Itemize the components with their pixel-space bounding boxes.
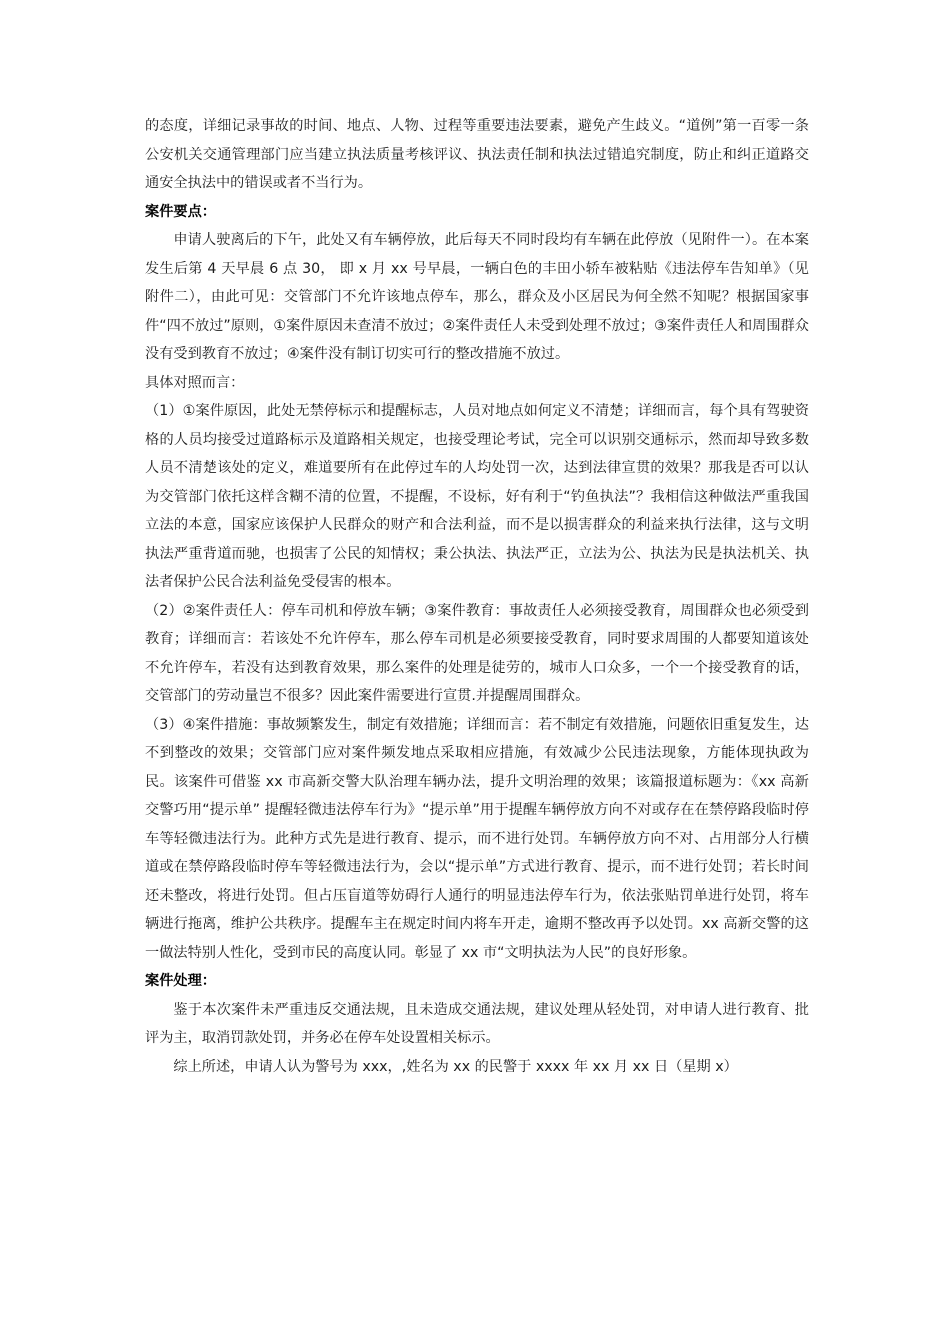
paragraph-handling: 鉴于本次案件未严重违反交通法规，且未造成交通法规，建议处理从轻处罚，对申请人进行教育、批评为主，取消罚款处罚，并务必在停车处设置相关标示。 xyxy=(145,1001,809,1046)
list-item-3: （3）④案件措施：事故频繁发生，制定有效措施；详细而言：若不制定有效措施，问题依旧重复发生，达不到整改的效果；交管部门应对案件频发地点采取相应措施，有效减少公民违法现象，方能体现执政为民。该案件可借鉴 xx 市高新交警大队治理车辆办法，提升文明治理的效果；该篇报道标题为：《xx 高新交警巧用“提示单” 提醒轻微违法停车行为》“提示单”用于提醒车辆停放方向不对或存在在禁停路段临时停车等轻微违法行为。此种方式先是进行教育、提示，而不进行处罚。车辆停放方向不对、占用部分人行横道或在禁停路段临时停车等轻微违法行为，会以“提示单”方式进行教育、提示，而不进行处罚；若长时间还未整改，将进行处罚。但占压盲道等妨碍行人通行的明显违法停车行为，依法张贴罚单进行处罚，将车辆进行拖离，维护公共秩序。提醒车主在规定时间内将车开走，逾期不整改再予以处罚。xx 高新交警的这一做法特别人性化，受到市民的高度认同。彰显了 xx 市“文明执法为人民”的良好形象。 xyxy=(145,716,809,961)
paragraph-summary: 综上所述，申请人认为警号为 xxx，,姓名为 xx 的民警于 xxxx 年 xx 月 xx 日（星期 x） xyxy=(173,1058,738,1075)
heading-handling: 案件处理： xyxy=(145,973,216,989)
list-item-1: （1）①案件原因，此处无禁停标示和提醒标志，人员对地点如何定义不清楚；详细而言，每个具有驾驶资格的人员均接受过道路标示及道路相关规定，也接受理论考试，完全可以识别交通标示，然而却导致多数人员不清楚该处的定义，难道要所有在此停过车的人均处罚一次，达到法律宣贯的效果？那我是否可以认为交管部门依托这样含糊不清的位置，不提醒，不设标，好有利于“钓鱼执法”？我相信这种做法严重我国立法的本意，国家应该保护人民群众的财产和合法利益，而不是以损害群众的利益来执行法律，这与文明执法严重背道而驰，也损害了公民的知情权；秉公执法、执法严正，立法为公、执法为民是执法机关、执法者保护公民合法利益免受侵害的根本。 xyxy=(145,403,809,590)
label-compare: 具体对照而言： xyxy=(145,374,245,391)
paragraph-key-points: 申请人驶离后的下午，此处又有车辆停放，此后每天不同时段均有车辆在此停放（见附件一）。在本案发生后第 4 天早晨 6 点 30， 即 x 月 xx 号早晨，一辆白色的丰田小轿车被粘贴《违法停车告知单》（见附件二），由此可见：交管部门不允许该地点停车，那么，群众及小区居民为何全然不知呢？根据国家事件“四不放过”原则，①案件原因未查清不放过；②案件责任人未受到处理不放过；③案件责任人和周围群众没有受到教育不放过；④案件没有制订切实可行的整改措施不放过。 xyxy=(145,232,809,362)
list-item-2: （2）②案件责任人：停车司机和停放车辆；③案件教育：事故责任人必须接受教育，周围群众也必须受到教育；详细而言：若该处不允许停车，那么停车司机是必须要接受教育，同时要求周围的人都要知道该处不允许停车，若没有达到教育效果，那么案件的处理是徒劳的，城市人口众多，一个一个接受教育的话，交管部门的劳动量岂不很多？因此案件需要进行宣贯.并提醒周围群众。 xyxy=(145,602,809,704)
document-body xyxy=(145,112,809,1081)
paragraph-opening: 的态度，详细记录事故的时间、地点、人物、过程等重要违法要素，避免产生歧义。“道例”第一百零一条 公安机关交通管理部门应当建立执法质量考核评议、执法责任制和执法过错追究制度，防止和纠正道路交通安全执法中的错误或者不当行为。 xyxy=(145,118,809,191)
heading-key-points: 案件要点： xyxy=(145,203,216,220)
